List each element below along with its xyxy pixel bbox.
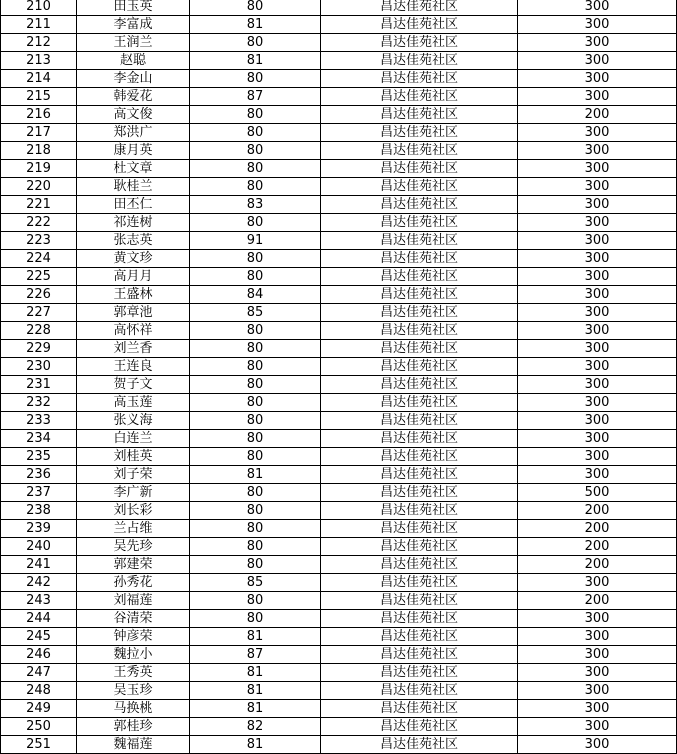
cell-age: 81 <box>190 466 321 484</box>
cell-age: 82 <box>190 718 321 736</box>
cell-community: 昌达佳苑社区 <box>321 646 518 664</box>
cell-index: 229 <box>1 340 77 358</box>
cell-community: 昌达佳苑社区 <box>321 484 518 502</box>
cell-age: 80 <box>190 592 321 610</box>
cell-index: 244 <box>1 610 77 628</box>
cell-amount: 300 <box>518 250 677 268</box>
cell-community: 昌达佳苑社区 <box>321 88 518 106</box>
cell-name: 黄文珍 <box>77 250 190 268</box>
table-row <box>1 394 677 412</box>
table-row <box>1 232 677 250</box>
cell-name: 刘桂英 <box>77 448 190 466</box>
cell-community: 昌达佳苑社区 <box>321 124 518 142</box>
table-row <box>1 250 677 268</box>
table-row <box>1 214 677 232</box>
cell-index: 228 <box>1 322 77 340</box>
cell-index: 214 <box>1 70 77 88</box>
cell-age: 80 <box>190 358 321 376</box>
cell-community: 昌达佳苑社区 <box>321 358 518 376</box>
table-row <box>1 124 677 142</box>
table-row <box>1 88 677 106</box>
table-body <box>1 0 677 754</box>
cell-amount: 300 <box>518 160 677 178</box>
cell-age: 80 <box>190 34 321 52</box>
cell-community: 昌达佳苑社区 <box>321 250 518 268</box>
cell-community: 昌达佳苑社区 <box>321 610 518 628</box>
cell-name: 李富成 <box>77 16 190 34</box>
cell-amount: 300 <box>518 736 677 754</box>
cell-index: 236 <box>1 466 77 484</box>
cell-age: 83 <box>190 196 321 214</box>
cell-index: 241 <box>1 556 77 574</box>
cell-age: 81 <box>190 16 321 34</box>
cell-age: 80 <box>190 124 321 142</box>
cell-community: 昌达佳苑社区 <box>321 286 518 304</box>
cell-amount: 300 <box>518 466 677 484</box>
cell-age: 87 <box>190 646 321 664</box>
cell-age: 80 <box>190 412 321 430</box>
cell-community: 昌达佳苑社区 <box>321 0 518 16</box>
cell-name: 高月月 <box>77 268 190 286</box>
table-row <box>1 484 677 502</box>
cell-community: 昌达佳苑社区 <box>321 268 518 286</box>
table-row <box>1 592 677 610</box>
table-row <box>1 340 677 358</box>
cell-amount: 300 <box>518 70 677 88</box>
cell-name: 刘福莲 <box>77 592 190 610</box>
cell-name: 田丕仁 <box>77 196 190 214</box>
cell-name: 耿桂兰 <box>77 178 190 196</box>
cell-name: 刘兰香 <box>77 340 190 358</box>
cell-name: 张义海 <box>77 412 190 430</box>
cell-name: 王润兰 <box>77 34 190 52</box>
cell-index: 245 <box>1 628 77 646</box>
cell-name: 高怀祥 <box>77 322 190 340</box>
cell-community: 昌达佳苑社区 <box>321 682 518 700</box>
cell-community: 昌达佳苑社区 <box>321 700 518 718</box>
cell-amount: 300 <box>518 628 677 646</box>
cell-name: 王秀英 <box>77 664 190 682</box>
cell-community: 昌达佳苑社区 <box>321 574 518 592</box>
cell-index: 237 <box>1 484 77 502</box>
table-row <box>1 646 677 664</box>
table-row <box>1 664 677 682</box>
cell-community: 昌达佳苑社区 <box>321 628 518 646</box>
table-row <box>1 628 677 646</box>
cell-name: 王连良 <box>77 358 190 376</box>
cell-amount: 300 <box>518 214 677 232</box>
cell-index: 216 <box>1 106 77 124</box>
cell-index: 222 <box>1 214 77 232</box>
cell-index: 251 <box>1 736 77 754</box>
cell-name: 白连兰 <box>77 430 190 448</box>
cell-name: 魏福莲 <box>77 736 190 754</box>
cell-age: 80 <box>190 70 321 88</box>
cell-community: 昌达佳苑社区 <box>321 466 518 484</box>
cell-age: 87 <box>190 88 321 106</box>
cell-index: 239 <box>1 520 77 538</box>
cell-age: 80 <box>190 142 321 160</box>
cell-age: 81 <box>190 700 321 718</box>
cell-index: 235 <box>1 448 77 466</box>
cell-amount: 300 <box>518 0 677 16</box>
cell-name: 李广新 <box>77 484 190 502</box>
cell-community: 昌达佳苑社区 <box>321 178 518 196</box>
cell-amount: 300 <box>518 700 677 718</box>
table-row <box>1 520 677 538</box>
cell-name: 郭建荣 <box>77 556 190 574</box>
cell-amount: 200 <box>518 502 677 520</box>
cell-age: 80 <box>190 0 321 16</box>
table-row <box>1 610 677 628</box>
cell-name: 高玉莲 <box>77 394 190 412</box>
cell-community: 昌达佳苑社区 <box>321 304 518 322</box>
cell-name: 刘长彩 <box>77 502 190 520</box>
table-row <box>1 160 677 178</box>
cell-community: 昌达佳苑社区 <box>321 502 518 520</box>
table-row <box>1 574 677 592</box>
cell-community: 昌达佳苑社区 <box>321 106 518 124</box>
cell-age: 85 <box>190 304 321 322</box>
cell-index: 225 <box>1 268 77 286</box>
cell-community: 昌达佳苑社区 <box>321 736 518 754</box>
cell-community: 昌达佳苑社区 <box>321 196 518 214</box>
cell-name: 杜文章 <box>77 160 190 178</box>
cell-amount: 300 <box>518 34 677 52</box>
cell-age: 84 <box>190 286 321 304</box>
cell-age: 91 <box>190 232 321 250</box>
cell-name: 钟彦荣 <box>77 628 190 646</box>
table-row <box>1 466 677 484</box>
cell-age: 80 <box>190 268 321 286</box>
cell-amount: 300 <box>518 304 677 322</box>
cell-amount: 200 <box>518 520 677 538</box>
cell-age: 80 <box>190 502 321 520</box>
cell-amount: 300 <box>518 232 677 250</box>
cell-community: 昌达佳苑社区 <box>321 592 518 610</box>
cell-amount: 300 <box>518 646 677 664</box>
cell-index: 213 <box>1 52 77 70</box>
cell-amount: 300 <box>518 142 677 160</box>
table-row <box>1 736 677 754</box>
cell-name: 祁连树 <box>77 214 190 232</box>
cell-name: 郑洪广 <box>77 124 190 142</box>
table-row <box>1 178 677 196</box>
cell-index: 247 <box>1 664 77 682</box>
table-row <box>1 682 677 700</box>
table-row <box>1 448 677 466</box>
cell-index: 233 <box>1 412 77 430</box>
cell-index: 219 <box>1 160 77 178</box>
cell-name: 高文俊 <box>77 106 190 124</box>
cell-index: 217 <box>1 124 77 142</box>
cell-amount: 300 <box>518 322 677 340</box>
cell-name: 贺子文 <box>77 376 190 394</box>
table-row <box>1 142 677 160</box>
cell-amount: 200 <box>518 592 677 610</box>
table-row <box>1 106 677 124</box>
cell-community: 昌达佳苑社区 <box>321 538 518 556</box>
cell-age: 80 <box>190 340 321 358</box>
cell-index: 212 <box>1 34 77 52</box>
cell-index: 240 <box>1 538 77 556</box>
table-row <box>1 0 677 16</box>
cell-amount: 300 <box>518 178 677 196</box>
table-row <box>1 376 677 394</box>
cell-community: 昌达佳苑社区 <box>321 556 518 574</box>
cell-age: 80 <box>190 520 321 538</box>
cell-index: 250 <box>1 718 77 736</box>
cell-index: 238 <box>1 502 77 520</box>
cell-amount: 300 <box>518 376 677 394</box>
cell-index: 243 <box>1 592 77 610</box>
cell-amount: 300 <box>518 718 677 736</box>
cell-age: 80 <box>190 376 321 394</box>
table-row <box>1 502 677 520</box>
cell-amount: 300 <box>518 268 677 286</box>
cell-community: 昌达佳苑社区 <box>321 376 518 394</box>
cell-age: 80 <box>190 556 321 574</box>
cell-age: 80 <box>190 538 321 556</box>
cell-community: 昌达佳苑社区 <box>321 412 518 430</box>
cell-amount: 300 <box>518 574 677 592</box>
table-row <box>1 412 677 430</box>
cell-community: 昌达佳苑社区 <box>321 520 518 538</box>
cell-name: 马换桃 <box>77 700 190 718</box>
table-row <box>1 70 677 88</box>
cell-community: 昌达佳苑社区 <box>321 232 518 250</box>
cell-amount: 300 <box>518 430 677 448</box>
cell-name: 谷清荣 <box>77 610 190 628</box>
cell-index: 210 <box>1 0 77 16</box>
cell-amount: 300 <box>518 394 677 412</box>
table-row <box>1 196 677 214</box>
cell-age: 80 <box>190 448 321 466</box>
cell-index: 226 <box>1 286 77 304</box>
cell-community: 昌达佳苑社区 <box>321 340 518 358</box>
cell-amount: 200 <box>518 106 677 124</box>
cell-name: 郭桂珍 <box>77 718 190 736</box>
cell-name: 孙秀花 <box>77 574 190 592</box>
cell-name: 赵聪 <box>77 52 190 70</box>
cell-community: 昌达佳苑社区 <box>321 16 518 34</box>
cell-community: 昌达佳苑社区 <box>321 52 518 70</box>
cell-age: 80 <box>190 214 321 232</box>
cell-age: 80 <box>190 322 321 340</box>
cell-amount: 300 <box>518 412 677 430</box>
cell-community: 昌达佳苑社区 <box>321 448 518 466</box>
cell-index: 242 <box>1 574 77 592</box>
table-row <box>1 286 677 304</box>
cell-age: 85 <box>190 574 321 592</box>
cell-name: 张志英 <box>77 232 190 250</box>
cell-amount: 300 <box>518 448 677 466</box>
cell-age: 80 <box>190 106 321 124</box>
cell-age: 81 <box>190 736 321 754</box>
cell-age: 80 <box>190 610 321 628</box>
cell-index: 234 <box>1 430 77 448</box>
cell-name: 田玉英 <box>77 0 190 16</box>
table-row <box>1 322 677 340</box>
cell-age: 81 <box>190 682 321 700</box>
table-row <box>1 538 677 556</box>
cell-community: 昌达佳苑社区 <box>321 430 518 448</box>
cell-age: 80 <box>190 430 321 448</box>
cell-amount: 200 <box>518 556 677 574</box>
cell-age: 80 <box>190 394 321 412</box>
cell-index: 227 <box>1 304 77 322</box>
cell-amount: 300 <box>518 682 677 700</box>
cell-name: 康月英 <box>77 142 190 160</box>
cell-amount: 300 <box>518 286 677 304</box>
cell-amount: 500 <box>518 484 677 502</box>
cell-index: 224 <box>1 250 77 268</box>
cell-index: 232 <box>1 394 77 412</box>
cell-index: 246 <box>1 646 77 664</box>
cell-amount: 300 <box>518 358 677 376</box>
cell-community: 昌达佳苑社区 <box>321 142 518 160</box>
table-row <box>1 268 677 286</box>
cell-amount: 300 <box>518 16 677 34</box>
cell-age: 80 <box>190 484 321 502</box>
table-row <box>1 16 677 34</box>
cell-name: 郭章池 <box>77 304 190 322</box>
cell-community: 昌达佳苑社区 <box>321 394 518 412</box>
cell-amount: 300 <box>518 124 677 142</box>
cell-community: 昌达佳苑社区 <box>321 160 518 178</box>
cell-index: 223 <box>1 232 77 250</box>
cell-amount: 300 <box>518 664 677 682</box>
cell-name: 吴玉珍 <box>77 682 190 700</box>
table-row <box>1 700 677 718</box>
table-row <box>1 34 677 52</box>
cell-index: 215 <box>1 88 77 106</box>
cell-index: 249 <box>1 700 77 718</box>
cell-name: 刘子荣 <box>77 466 190 484</box>
cell-index: 230 <box>1 358 77 376</box>
cell-age: 80 <box>190 250 321 268</box>
cell-index: 218 <box>1 142 77 160</box>
cell-age: 81 <box>190 628 321 646</box>
table-row <box>1 358 677 376</box>
cell-name: 李金山 <box>77 70 190 88</box>
table-row <box>1 430 677 448</box>
cell-community: 昌达佳苑社区 <box>321 214 518 232</box>
cell-index: 221 <box>1 196 77 214</box>
cell-name: 魏拉小 <box>77 646 190 664</box>
cell-age: 81 <box>190 52 321 70</box>
table-row <box>1 52 677 70</box>
cell-amount: 300 <box>518 88 677 106</box>
cell-name: 吴先珍 <box>77 538 190 556</box>
cell-name: 兰占维 <box>77 520 190 538</box>
table-row <box>1 304 677 322</box>
cell-index: 231 <box>1 376 77 394</box>
cell-name: 王盛林 <box>77 286 190 304</box>
cell-index: 211 <box>1 16 77 34</box>
cell-community: 昌达佳苑社区 <box>321 664 518 682</box>
cell-age: 80 <box>190 160 321 178</box>
cell-community: 昌达佳苑社区 <box>321 322 518 340</box>
cell-community: 昌达佳苑社区 <box>321 70 518 88</box>
cell-name: 韩爱花 <box>77 88 190 106</box>
cell-amount: 300 <box>518 610 677 628</box>
cell-community: 昌达佳苑社区 <box>321 34 518 52</box>
cell-amount: 300 <box>518 340 677 358</box>
cell-amount: 300 <box>518 196 677 214</box>
cell-community: 昌达佳苑社区 <box>321 718 518 736</box>
cell-age: 81 <box>190 664 321 682</box>
cell-amount: 300 <box>518 52 677 70</box>
cell-index: 220 <box>1 178 77 196</box>
cell-age: 80 <box>190 178 321 196</box>
table-row <box>1 556 677 574</box>
table-row <box>1 718 677 736</box>
cell-amount: 200 <box>518 538 677 556</box>
cell-index: 248 <box>1 682 77 700</box>
